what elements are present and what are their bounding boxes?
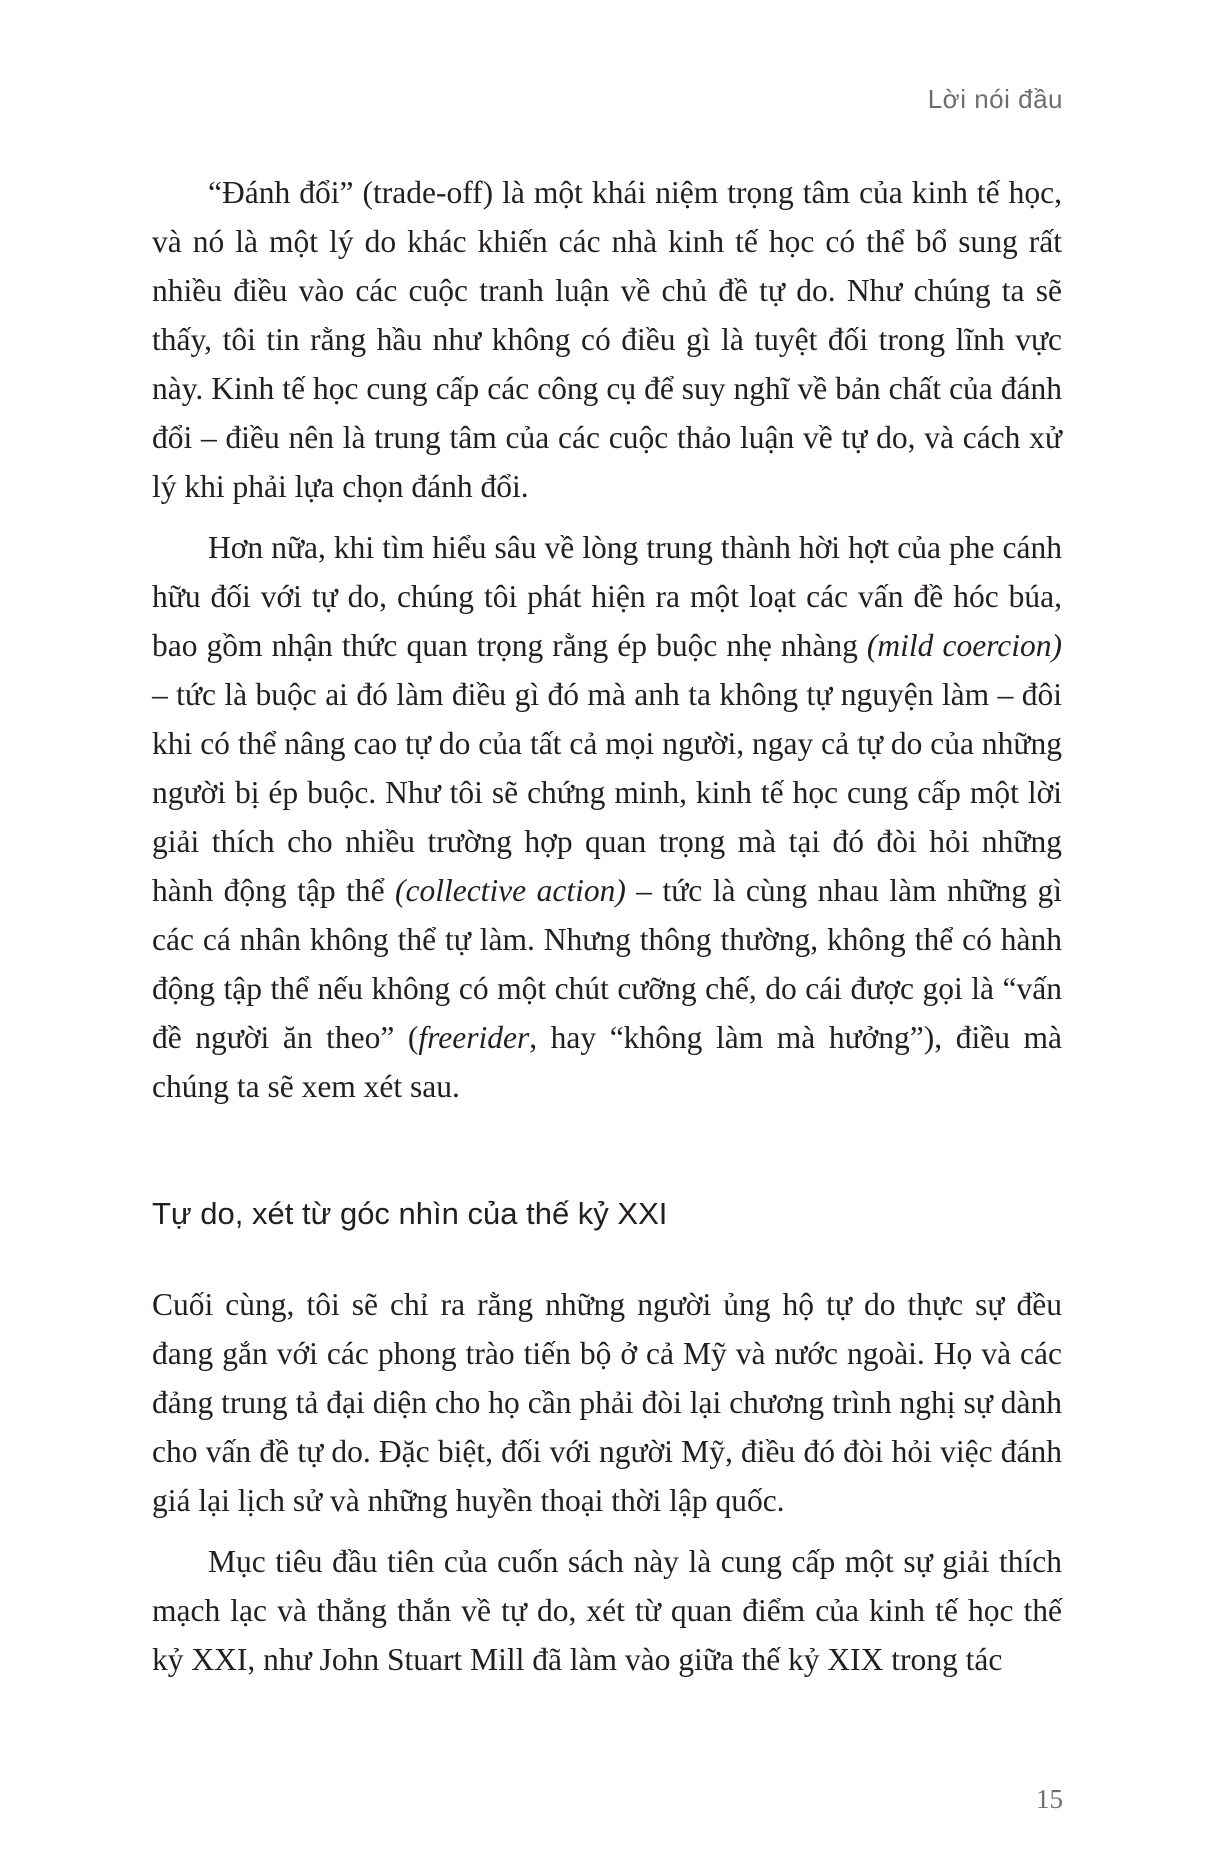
paragraph-text: – tức là cùng nhau làm những gì các cá nhân không thể tự làm. Nhưng thông thường, không thể có hành động tập thể nếu không có một chút cưỡng chế, do cái được gọi là “vấn đề người ăn theo” ( (152, 873, 1062, 1055)
body-text-bottom (152, 1280, 1062, 1684)
body-text-top (152, 168, 1062, 1111)
italic-term-collective-action: (collective action) (395, 873, 626, 908)
page-number: 15 (1036, 1784, 1063, 1814)
paragraph-text: , hay “không làm mà hưởng”), điều mà chúng ta sẽ xem xét sau. (152, 1020, 1062, 1104)
paragraph-progressive-movements: Cuối cùng, tôi sẽ chỉ ra rằng những người ủng hộ tự do thực sự đều đang gắn với các phong trào tiến bộ ở cả Mỹ và nước ngoài. Họ và các đảng trung tả đại diện cho họ cần phải đòi lại chương trình nghị sự dành cho vấn đề tự do. Đặc biệt, đối với người Mỹ, điều đó đòi hỏi việc đánh giá lại lịch sử và những huyền thoại thời lập quốc. (152, 1287, 1062, 1518)
running-header: Lời nói đầu (927, 84, 1063, 114)
paragraph-trade-off: “Đánh đổi” (trade-off) là một khái niệm trọng tâm của kinh tế học, và nó là một lý do khác khiến các nhà kinh tế học có thể bổ sung rất nhiều điều vào các cuộc tranh luận về chủ đề tự do. Như chúng ta sẽ thấy, tôi tin rằng hầu như không có điều gì là tuyệt đối trong lĩnh vực này. Kinh tế học cung cấp các công cụ để suy nghĩ về bản chất của đánh đổi – điều nên là trung tâm của các cuộc thảo luận về tự do, và cách xử lý khi phải lựa chọn đánh đổi. (152, 175, 1062, 504)
italic-term-mild-coercion: (mild coercion) (866, 628, 1062, 663)
section-heading: Tự do, xét từ góc nhìn của thế kỷ XXI (152, 1196, 668, 1231)
paragraph-collective-action (152, 523, 1062, 1111)
paragraph-book-goal: Mục tiêu đầu tiên của cuốn sách này là cung cấp một sự giải thích mạch lạc và thẳng thắn về tự do, xét từ quan điểm của kinh tế học thế kỷ XXI, như John Stuart Mill đã làm vào giữa thế kỷ XIX trong tác (152, 1544, 1062, 1677)
paragraph-text: Hơn nữa, khi tìm hiểu sâu về lòng trung thành hời hợt của phe cánh hữu đối với tự do, chúng tôi phát hiện ra một loạt các vấn đề hóc búa, bao gồm nhận thức quan trọng rằng ép buộc nhẹ nhàng (152, 530, 1062, 663)
italic-term-freerider: freerider (418, 1020, 530, 1055)
paragraph-text: – tức là buộc ai đó làm điều gì đó mà anh ta không tự nguyện làm – đôi khi có thể nâng cao tự do của tất cả mọi người, ngay cả tự do của những người bị ép buộc. Như tôi sẽ chứng minh, kinh tế học cung cấp một lời giải thích cho nhiều trường hợp quan trọng mà tại đó đòi hỏi những hành động tập thể (152, 677, 1062, 908)
